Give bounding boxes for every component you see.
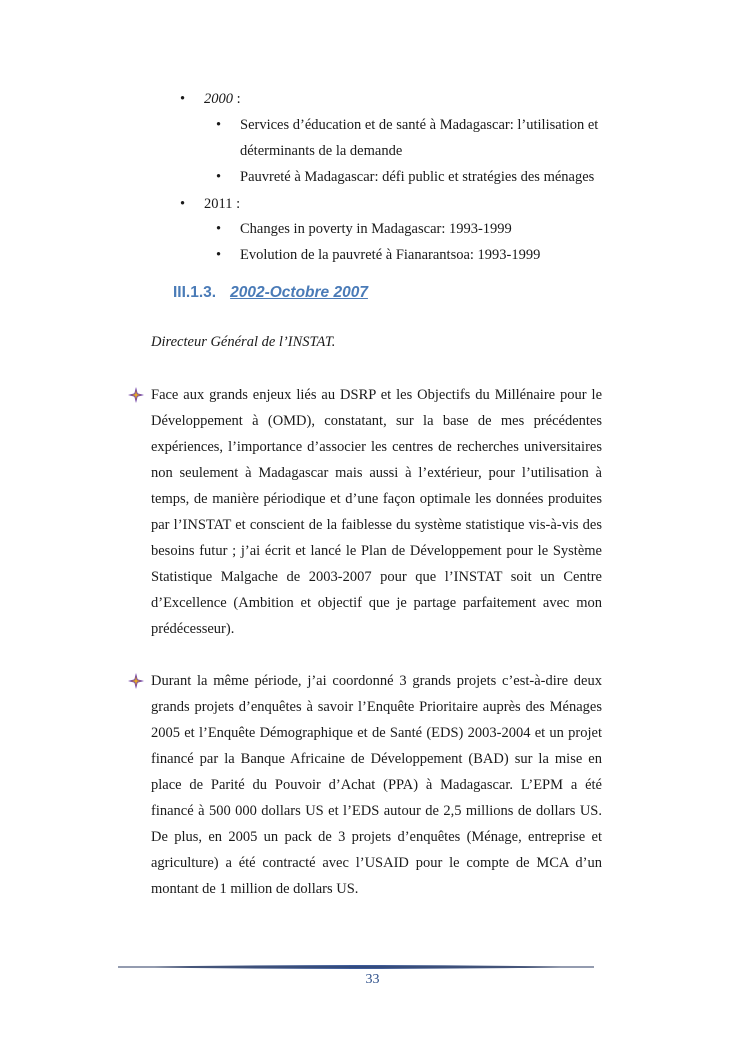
- paragraph: Face aux grands enjeux liés au DSRP et les Objectifs du Millénaire pour le Développement à (OMD), constatant, sur la base de mes précédentes expériences, l’importance d’associer les centres de recherches universitaires non seulement à Madagascar mais aussi à l’extérieur, pour l’utilisation à temps, de manière périodique et d’une façon optimale les données produites par l’INSTAT et conscient de la faiblesse du système statistique vis-à-vis des besoins futur ; j’ai écrit et lancé le Plan de Développement pour le Système Statistique Malgache de 2003-2007 pour que l’INSTAT soit un Centre d’Excellence (Ambition et objectif que je partage parfaitement avec mon prédécesseur).: [151, 387, 602, 637]
- year-label: 2000: [204, 91, 233, 107]
- list-item-text: Services d’éducation et de santé à Madagascar: l’utilisation et déterminants de la demande: [240, 117, 599, 159]
- bullet-dot: •: [180, 91, 186, 107]
- list-item-text: Changes in poverty in Madagascar: 1993-1999: [240, 221, 512, 237]
- list-item-text: Evolution de la pauvreté à Fianarantsoa: 1993-1999: [240, 247, 541, 263]
- footer-divider: [118, 962, 594, 972]
- section-title: 2002-Octobre 2007: [230, 284, 368, 301]
- role-title: Directeur Général de l’INSTAT.: [151, 334, 336, 350]
- list-item-text: Pauvreté à Madagascar: défi public et stratégies des ménages: [240, 169, 595, 185]
- section-heading: [173, 284, 368, 302]
- bullet-dot: •: [180, 196, 186, 212]
- section-number: III.1.3.: [173, 284, 217, 301]
- year-label: 2011 :: [204, 196, 241, 212]
- page-number: 33: [365, 972, 380, 987]
- paragraph: Durant la même période, j’ai coordonné 3 grands projets c’est-à-dire deux grands projets d’enquêtes à savoir l’Enquête Prioritaire auprès des Ménages 2005 et l’Enquête Démographique et de Santé (EDS) 2003-2004 et un projet financé par la Banque Africaine de Développement (BAD) sur la mise en place de Parité du Pouvoir d’Achat (PPA) à Madagascar. L’EPM a été financé à 500 000 dollars US et l’EDS autour de 2,5 millions de dollars US. De plus, en 2005 un pack de 3 projets d’enquêtes (Ménage, entreprise et agriculture) a été contracté avec l’USAID pour le compte de MCA d’un montant de 1 million de dollars US.: [151, 673, 602, 897]
- document-page: • 2000 : • Services d’éducation et de santé à Madagascar: l’utilisation et déterminants de la demande • Pauvreté à Madagascar: défi public et stratégies des ménages • 2011 : • Changes in poverty in Madagascar: 1993-1999 • Evolution de la pauvreté à Fianarantsoa: 1993-1999 III.1.3. 2002-Octobre 2007 Directeur Général de l’INSTAT. Face aux grands enjeux liés au DSRP et les Objectifs du Millénaire pour le Développement à (OMD), constatant, sur la base de mes précédentes expériences, l’importance d’associer les centres de recherches universitaires non seulement à Madagascar mais aussi à l’extérieur, pour l’utilisation à temps, de manière périodique et d’une façon optimale les données produites par l’INSTAT et conscient de la faiblesse du système statistique vis-à-vis des besoins futur ; j’ai écrit et lancé le Plan de Développement pour le Système Statistique Malgache de 2003-2007 pour que l’INSTAT soit un Centre d’Excellence (Ambition et objectif que je partage parfaitement avec mon prédécesseur). Durant la même période, j’ai coordonné 3 grands projets c’est-à-dire deux grands projets d’enquêtes à savoir l’Enquête Prioritaire auprès des Ménages 2005 et l’Enquête Démographique et de Santé (EDS) 2003-2004 et un projet financé par la Banque Africaine de Développement (BAD) sur la mise en place de Parité du Pouvoir d’Achat (PPA) à Madagascar. L’EPM a été financé à 500 000 dollars US et l’EDS autour de 2,5 millions de dollars US. De plus, en 2005 un pack de 3 projets d’enquêtes (Ménage, entreprise et agriculture) a été contracté avec l’USAID pour le compte de MCA d’un montant de 1 million de dollars US. 33: [0, 0, 745, 1053]
- four-pointed-star-bullet-icon: [128, 387, 144, 403]
- four-pointed-star-bullet-icon: [128, 673, 144, 689]
- year-suffix: :: [233, 91, 241, 107]
